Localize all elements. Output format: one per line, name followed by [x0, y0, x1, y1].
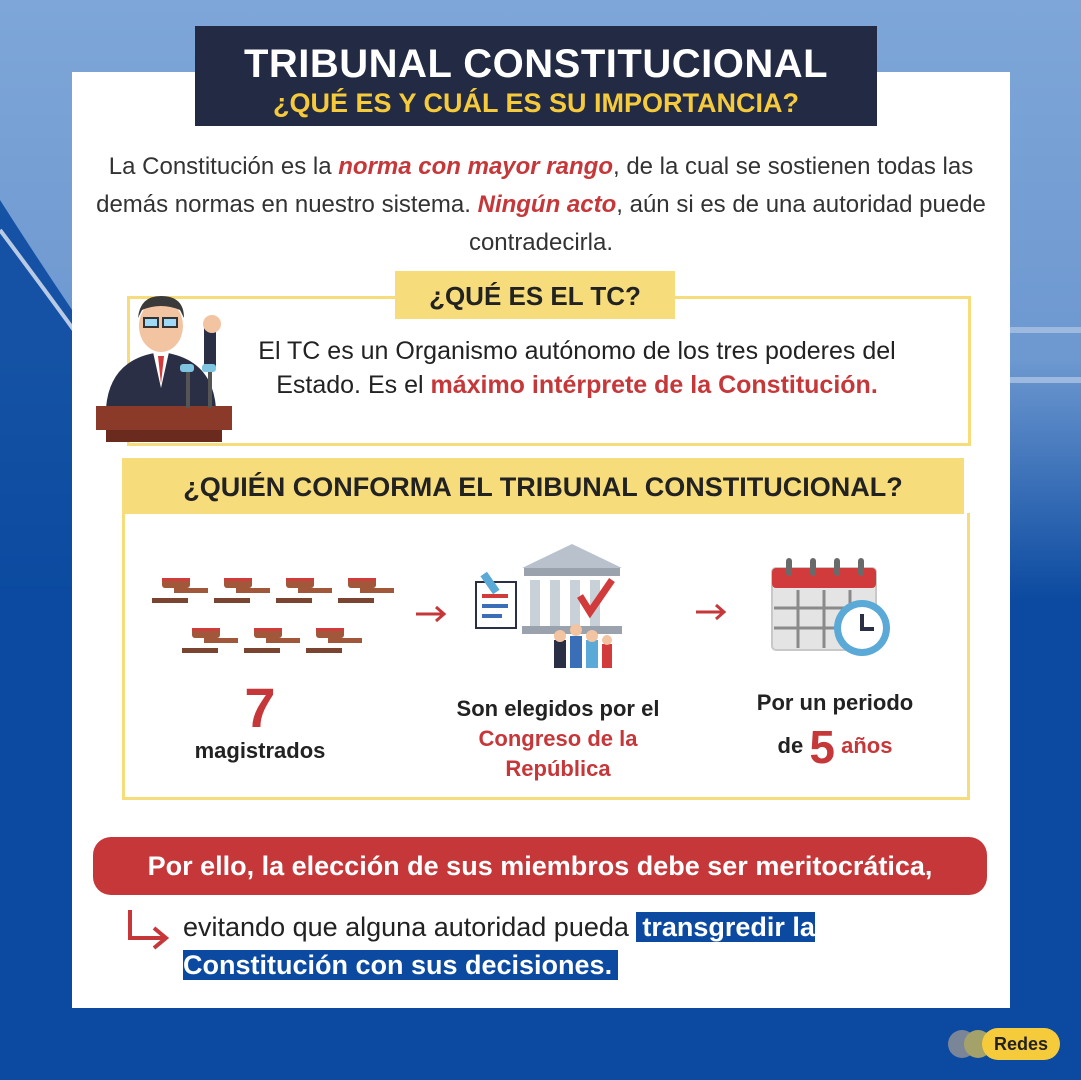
magistrados-count: 7 — [244, 676, 276, 739]
conclusion-bar: Por ello, la elección de sus miembros debe ser meritocrática, — [93, 837, 987, 895]
col-periodo — [730, 688, 940, 775]
elegidos-highlight: Congreso de la República — [478, 726, 638, 781]
gavels-icon — [148, 566, 404, 662]
title-banner — [195, 26, 877, 126]
magistrados-label: magistrados — [194, 738, 326, 763]
col-magistrados — [160, 676, 360, 766]
brand-badge — [948, 1028, 1060, 1060]
intro-paragraph: La Constitución es la norma con mayor rango, de la cual se sostienen todas las demás normas en nuestro sistema. Ningún acto, aún si es de una autoridad puede contradecirla. — [96, 153, 986, 256]
que-es-highlight: máximo intérprete de la Constitución. — [430, 371, 878, 399]
periodo-pre: de — [777, 733, 804, 758]
col-elegidos — [430, 694, 686, 784]
conclusion-text: evitando que alguna autoridad pueda transgredir la Constitución con sus decisiones. — [183, 912, 815, 980]
intro-highlight-1: norma con mayor rango — [338, 153, 613, 180]
page-subtitle: ¿QUÉ ES Y CUÁL ES SU IMPORTANCIA? — [272, 88, 800, 118]
calendar-clock-icon — [770, 554, 894, 660]
arrow-turn-icon — [124, 908, 174, 956]
periodo-number: 5 — [809, 721, 835, 774]
elegidos-text: Son elegidos por el — [456, 696, 660, 721]
congress-vote-icon — [472, 540, 632, 672]
quien-label: ¿QUIÉN CONFORMA EL TRIBUNAL CONSTITUCIONAL? — [122, 458, 964, 514]
que-es-label: ¿QUÉ ES EL TC? — [395, 271, 675, 319]
conclusion-highlight: transgredir la Constitución con sus decisiones. — [183, 912, 815, 980]
periodo-post: años — [841, 733, 893, 758]
que-es-text: El TC es un Organismo autónomo de los tres poderes del Estado. Es el máximo intérprete de la Constitución. — [258, 337, 896, 399]
judge-illustration-icon — [96, 288, 236, 444]
brand-label: Redes — [982, 1028, 1060, 1060]
periodo-text: Por un periodo — [756, 690, 914, 715]
arrow-right-icon-2 — [694, 602, 728, 622]
page-title: TRIBUNAL CONSTITUCIONAL — [243, 42, 829, 86]
intro-highlight-2: Ningún acto — [477, 191, 617, 218]
arrow-right-icon-1 — [414, 604, 448, 624]
